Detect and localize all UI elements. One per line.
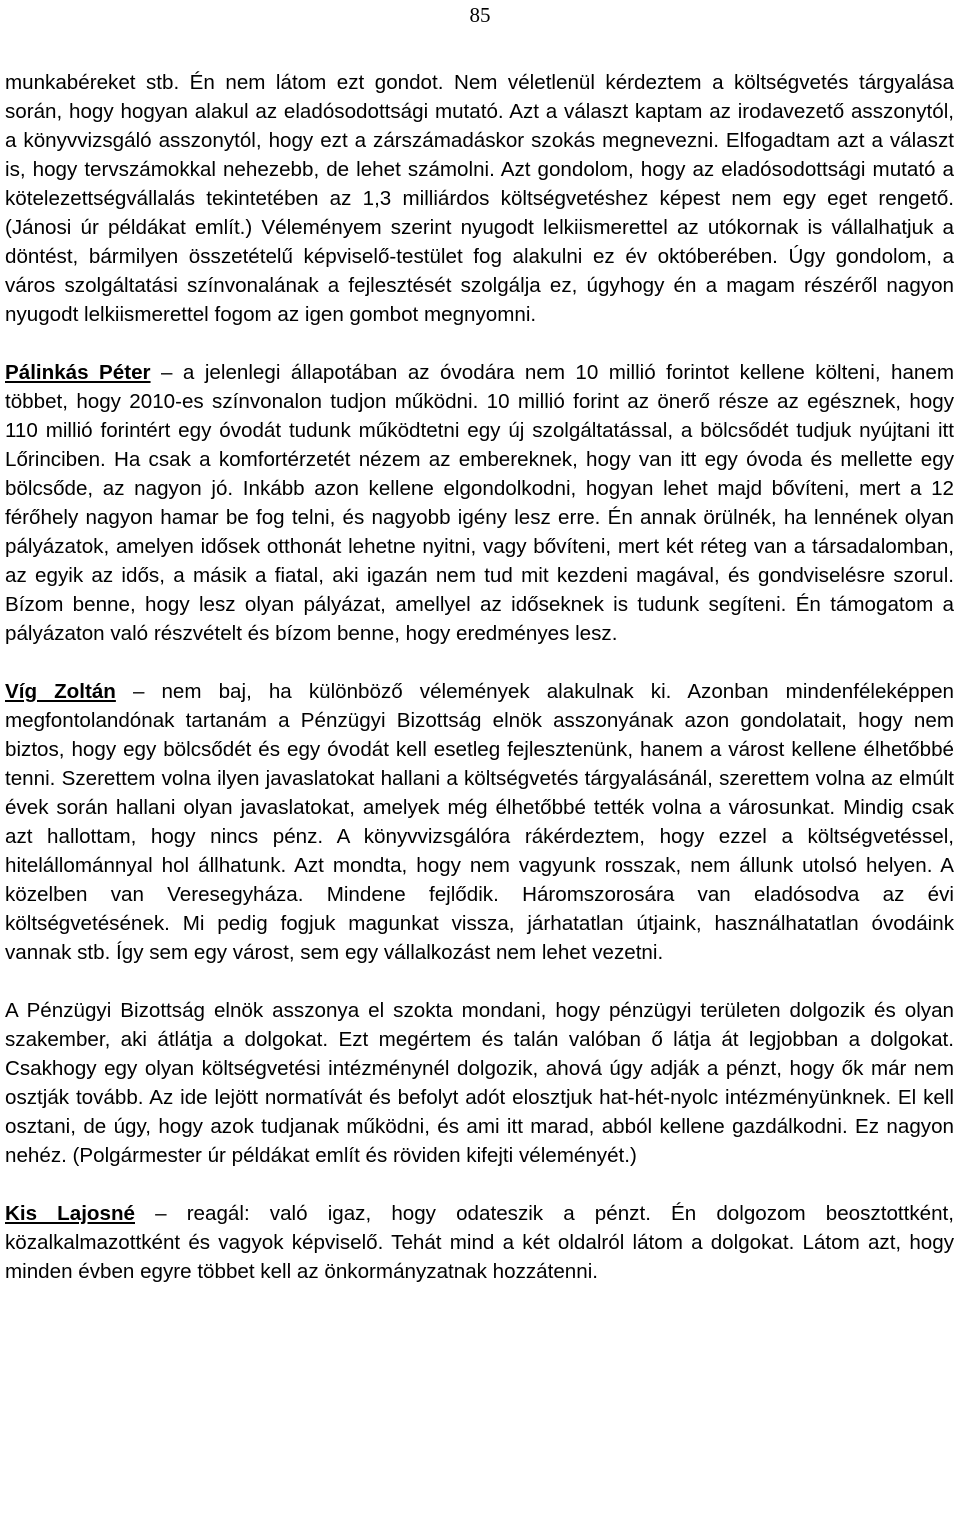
paragraph-palinkas-peter (5, 358, 954, 648)
document-body (5, 68, 954, 1286)
paragraph-text: – reagál: való igaz, hogy odateszik a pénzt. Én dolgozom beosztottként, közalkalmazottként és vagyok képviselő. Tehát mind a két oldalról látom a dolgokat. Látom azt, hogy minden évben egyre többet kell az önkormányzatnak hozzátenni. (5, 1202, 954, 1283)
paragraph-penzugyi-bizottsag (5, 996, 954, 1170)
speaker-name: Kis Lajosné (5, 1202, 135, 1225)
page-number: 85 (469, 3, 491, 27)
paragraph-text: munkabéreket stb. Én nem látom ezt gondot. Nem véletlenül kérdeztem a költségvetés tárgyalása során, hogy hogyan alakul az eladósodottsági mutató. Azt a választ kaptam az irodavezető asszonytól, a könyvvizsgáló asszonytól, hogy ezt a zárszámadáskor szokás megnevezni. Elfogadtam azt a választ is, hogy tervszámokkal nehezebb, de lehet számolni. Azt gondolom, hogy az eladósodottsági mutató a kötelezettségvállalás tekintetében az 1,3 milliárdos költségvetéshez képest nem egy eget rengető. (Jánosi úr példákat említ.) Véleményem szerint nyugodt lelkiismerettel az utókornak is vállalhatjuk a döntést, bármilyen összetételű képviselő-testület fog alakulni ez év októberében. Úgy gondolom, a város szolgáltatási színvonalának a fejlesztését szolgálja ez, úgyhogy én a magam részéről nagyon nyugodt lelkiismerettel fogom az igen gombot megnyomni. (5, 71, 954, 326)
paragraph-text: A Pénzügyi Bizottság elnök asszonya el szokta mondani, hogy pénzügyi területen dolgozik és olyan szakember, aki átlátja a dolgokat. Ezt megértem és talán valóban ő látja át legjobban a dolgokat. Csakhogy egy olyan költségvetési intézménynél dolgozik, ahová úgy adják a pénzt, hogy ők már nem osztják tovább. Az ide lejött normatívát és befolyt adót elosztjuk hat-hét-nyolc intézményünknek. El kell osztani, de úgy, hogy azok tudjanak működni, és ami itt marad, abból kellene gazdálkodni. Ez nagyon nehéz. (Polgármester úr példákat említ és röviden kifejti véleményét.) (5, 999, 954, 1167)
paragraph-kis-lajosne (5, 1199, 954, 1286)
paragraph-text: – a jelenlegi állapotában az óvodára nem 10 millió forintot kellene költeni, hanem többet, hogy 2010-es színvonalon tudjon működni. 10 millió forint az önerő része az egésznek, hogy 110 millió forintért egy óvodát tudunk működtetni egy új szolgáltatással, a bölcsődét tudjuk nyújtani itt Lőrinciben. Ha csak a komfortérzetét nézem az embereknek, hogy van itt egy óvoda és mellette egy bölcsőde, az nagyon jó. Inkább azon kellene elgondolkodni, hogyan lehet majd bővíteni, mert a 12 férőhely nagyon hamar be fog telni, és nagyobb igény lesz erre. Én annak örülnék, ha lennének olyan pályázatok, amelyen idősek otthonát lehetne nyitni, vagy bővíteni, mert két réteg van a társadalomban, az egyik az idős, a másik a fiatal, aki igazán nem tud mit kezdeni magával, és gondviselésre szorul. Bízom benne, hogy lesz olyan pályázat, amellyel az időseknek is tudunk segíteni. Én támogatom a pályázaton való részvételt és bízom benne, hogy eredményes lesz. (5, 361, 954, 645)
paragraph-vig-zoltan (5, 677, 954, 967)
speaker-name: Pálinkás Péter (5, 361, 151, 384)
paragraph-text: – nem baj, ha különböző vélemények alakulnak ki. Azonban mindenféleképpen megfontolandónak tartanám a Pénzügyi Bizottság elnök asszonyának azon gondolatait, hogy nem biztos, hogy egy bölcsődét és egy óvodát kell esetleg fejlesztenünk, hanem a várost kellene élhetőbbé tenni. Szerettem volna ilyen javaslatokat hallani a költségvetés tárgyalásánál, szerettem volna az elmúlt évek során hallani olyan javaslatokat, amelyek még élhetőbbé tették volna a városunkat. Mindig csak azt hallottam, hogy nincs pénz. A könyvvizsgálóra rákérdeztem, hogy ezzel a költségvetéssel, hitelállománnyal hol állhatunk. Azt mondta, hogy nem vagyunk rosszak, nem állunk utolsó helyen. A közelben van Veresegyháza. Mindene fejlődik. Háromszorosára van eladósodva az évi költségvetésének. Mi pedig fogjuk magunkat vissza, járhatatlan útjaink, használhatatlan óvodáink vannak stb. Így sem egy várost, sem egy vállalkozást nem lehet vezetni. (5, 680, 954, 964)
speaker-name: Víg Zoltán (5, 680, 116, 703)
paragraph-continuation (5, 68, 954, 329)
